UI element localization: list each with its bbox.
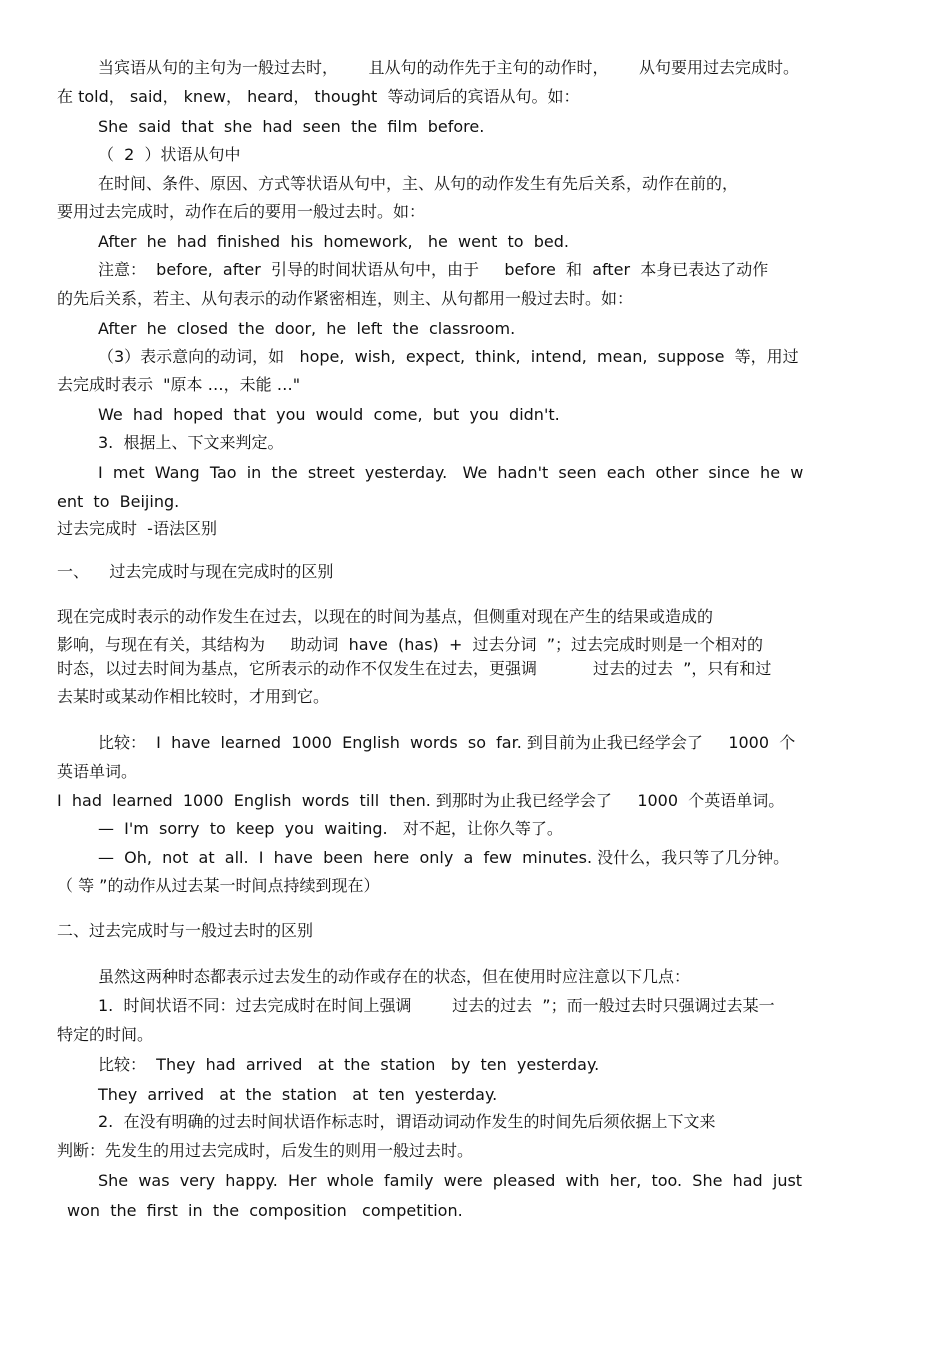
text-line: 时态，以过去时间为基点，它所表示的动作不仅发生在过去，更强调 过去的过去 ”，只有和过 bbox=[57, 659, 772, 678]
section-heading: （ 2 ）状语从句中 bbox=[98, 145, 241, 164]
text-line: 虽然这两种时态都表示过去发生的动作或存在的状态，但在使用时应注意以下几点： bbox=[98, 967, 691, 986]
example-sentence: — Oh, not at all. I have been here only a few minutes. 没什么，我只等了几分钟。 bbox=[98, 848, 790, 867]
example-sentence: We had hoped that you would come, but you didn't. bbox=[98, 405, 560, 424]
example-sentence: After he closed the door, he left the classroom. bbox=[98, 319, 516, 338]
text-line: She said that she had seen the film before. bbox=[98, 117, 485, 136]
example-sentence: They arrived at the station at ten yesterday. bbox=[98, 1085, 498, 1104]
text-line: 英语单词。 bbox=[57, 762, 138, 781]
example-sentence: won the first in the composition competition. bbox=[67, 1201, 463, 1220]
text-line: 要用过去完成时，动作在后的要用一般过去时。如： bbox=[57, 202, 426, 221]
text-line: 现在完成时表示的动作发生在过去，以现在的时间为基点，但侧重对现在产生的结果或造成的 bbox=[57, 607, 714, 626]
text-line: 2. 在没有明确的过去时间状语作标志时，谓语动词动作发生的时间先后须依据上下文来 bbox=[98, 1112, 716, 1131]
section-title: 过去完成时 -语法区别 bbox=[57, 519, 217, 538]
text-line: 在 told， said， knew， heard， thought 等动词后的宾语从句。如： bbox=[57, 87, 580, 106]
example-sentence: ent to Beijing. bbox=[57, 492, 180, 511]
example-sentence: I had learned 1000 English words till then. 到那时为止我已经学会了 1000 个英语单词。 bbox=[57, 791, 785, 810]
section-heading: 一、 过去完成时与现在完成时的区别 bbox=[57, 562, 334, 581]
text-line: 判断：先发生的用过去完成时，后发生的则用一般过去时。 bbox=[57, 1141, 474, 1160]
example-sentence: 比较： I have learned 1000 English words so far. 到目前为止我已经学会了 1000 个 bbox=[98, 733, 796, 752]
text-line: 的先后关系，若主、从句表示的动作紧密相连，则主、从句都用一般过去时。如： bbox=[57, 289, 634, 308]
text-line: 1. 时间状语不同：过去完成时在时间上强调 过去的过去 ”；而一般过去时只强调过去某一 bbox=[98, 996, 775, 1015]
text-line: 注意： before, after 引导的时间状语从句中，由于 before 和 after 本身已表达了动作 bbox=[98, 260, 769, 279]
example-sentence: 比较： They had arrived at the station by ten yesterday. bbox=[98, 1055, 600, 1074]
example-sentence: — I'm sorry to keep you waiting. 对不起，让你久等了。 bbox=[98, 819, 563, 838]
example-sentence: After he had finished his homework, he went to bed. bbox=[98, 232, 569, 251]
section-heading: 3. 根据上、下文来判定。 bbox=[98, 433, 284, 452]
example-sentence: I met Wang Tao in the street yesterday. We hadn't seen each other since he w bbox=[98, 463, 804, 482]
example-sentence: She was very happy. Her whole family were pleased with her, too. She had just bbox=[98, 1171, 803, 1190]
text-line: 在时间、条件、原因、方式等状语从句中，主、从句的动作发生有先后关系，动作在前的， bbox=[98, 174, 739, 193]
text-line: 当宾语从句的主句为一般过去时， 且从句的动作先于主句的动作时， 从句要用过去完成时。 bbox=[98, 58, 800, 77]
text-line: 去某时或某动作相比较时，才用到它。 bbox=[57, 687, 330, 706]
text-line: 影响，与现在有关，其结构为 助动词 have (has) + 过去分词 ”；过去完成时则是一个相对的 bbox=[57, 635, 764, 654]
text-line: 特定的时间。 bbox=[57, 1025, 154, 1044]
text-line: （3）表示意向的动词，如 hope, wish, expect, think, intend, mean, suppose 等，用过 bbox=[98, 347, 799, 366]
section-heading: 二、过去完成时与一般过去时的区别 bbox=[57, 921, 314, 940]
text-line: 去完成时表示 "原本 …，未能 …" bbox=[57, 375, 301, 394]
text-line: （ 等 ”的动作从过去某一时间点持续到现在） bbox=[57, 876, 380, 895]
